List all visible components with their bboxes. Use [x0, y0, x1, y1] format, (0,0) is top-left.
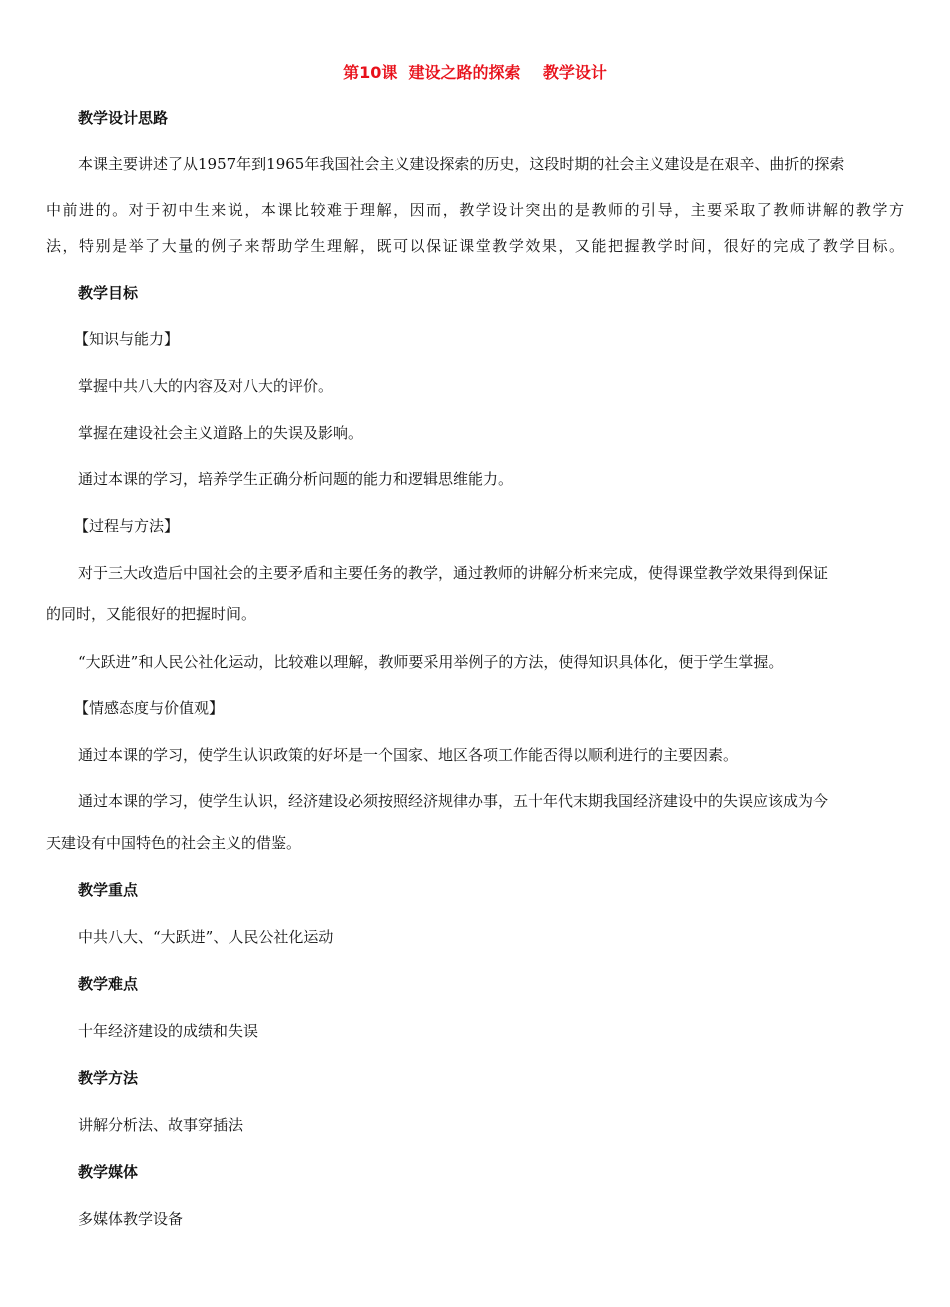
difficulties-text: 十年经济建设的成绩和失误 — [78, 1022, 259, 1040]
document-title: 第10课 建设之路的探索 教学设计 — [343, 63, 607, 82]
label-process: 【过程与方法】 — [74, 517, 180, 535]
design-idea-line-1: 本课主要讲述了从1957年到1965年我国社会主义建设探索的历史，这段时期的社会主义建设是在艰辛、曲折的探索 — [78, 155, 845, 173]
process-line-1: 对于三大改造后中国社会的主要矛盾和主要任务的教学，通过教师的讲解分析来完成，使得课堂教学效果得到保证 — [78, 564, 829, 582]
media-text: 多媒体教学设备 — [78, 1210, 184, 1228]
heading-difficulties: 教学难点 — [78, 975, 139, 993]
label-knowledge: 【知识与能力】 — [74, 330, 180, 348]
design-idea-line-2: 中前进的。对于初中生来说，本课比较难于理解，因而，教学设计突出的是教师的引导，主要采取了教师讲解的教学方 — [46, 201, 904, 219]
design-idea-line-3: 法，特别是举了大量的例子来帮助学生理解，既可以保证课堂教学效果，又能把握教学时间，很好的完成了教学目标。 — [46, 237, 904, 255]
label-emotion: 【情感态度与价值观】 — [74, 699, 225, 717]
heading-methods: 教学方法 — [78, 1069, 139, 1087]
emotion-line-1: 通过本课的学习，使学生认识政策的好坏是一个国家、地区各项工作能否得以顺利进行的主要因素。 — [78, 746, 739, 764]
heading-design-idea: 教学设计思路 — [78, 109, 169, 127]
heading-media: 教学媒体 — [78, 1163, 139, 1181]
methods-text: 讲解分析法、故事穿插法 — [78, 1116, 244, 1134]
heading-objectives: 教学目标 — [78, 284, 139, 302]
knowledge-line-2: 掌握在建设社会主义道路上的失误及影响。 — [78, 424, 364, 442]
knowledge-line-1: 掌握中共八大的内容及对八大的评价。 — [78, 377, 334, 395]
key-points-text: 中共八大、“大跃进”、人民公社化运动 — [78, 928, 334, 946]
process-line-3: “大跃进”和人民公社化运动，比较难以理解，教师要采用举例子的方法，使得知识具体化，便于学生掌握。 — [78, 653, 784, 671]
emotion-line-3: 天建设有中国特色的社会主义的借鉴。 — [46, 834, 302, 852]
heading-key-points: 教学重点 — [78, 881, 139, 899]
knowledge-line-3: 通过本课的学习，培养学生正确分析问题的能力和逻辑思维能力。 — [78, 470, 514, 488]
emotion-line-2: 通过本课的学习，使学生认识，经济建设必须按照经济规律办事，五十年代末期我国经济建设中的失误应该成为今 — [78, 792, 829, 810]
process-line-2: 的同时，又能很好的把握时间。 — [46, 605, 257, 623]
